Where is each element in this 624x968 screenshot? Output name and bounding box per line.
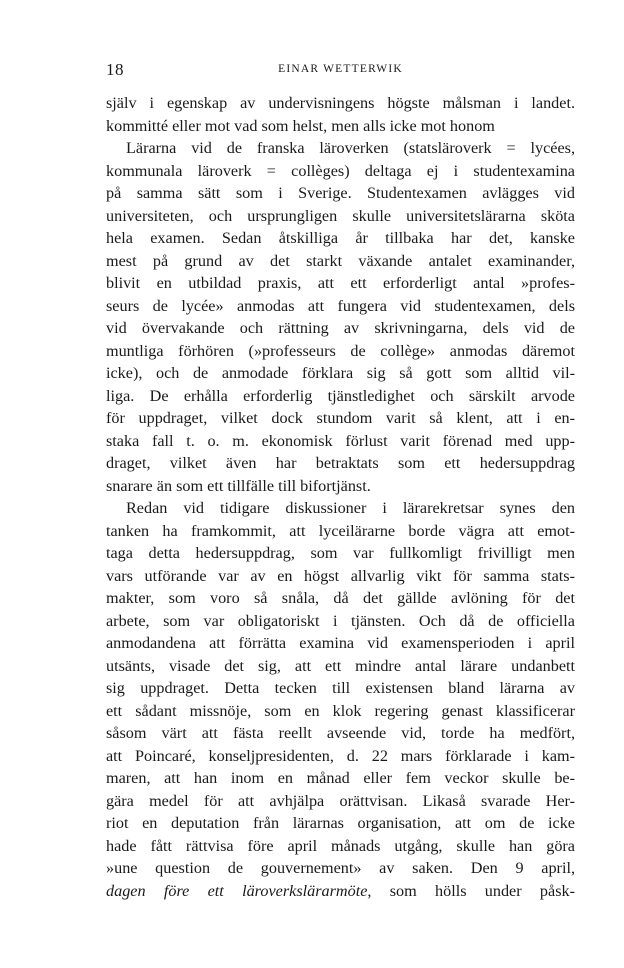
text-line: universiteten, och ursprungligen skulle universitetslärarna sköta bbox=[106, 206, 575, 225]
text-line: snarare än som ett tillfälle till bifortjänst. bbox=[106, 476, 371, 495]
text-line: själv i egenskap av undervisningens högste målsman i landet. bbox=[106, 94, 575, 112]
paragraph bbox=[106, 92, 575, 137]
text-line: ett sådant missnöje, som en klok regering genast klassificerar bbox=[106, 701, 575, 720]
text-line: mest på grund av det starkt växande antalet examinander, bbox=[106, 251, 575, 270]
paragraph bbox=[106, 497, 575, 902]
text-line: draget, vilket även har betraktats som ett hedersuppdrag bbox=[106, 454, 575, 472]
text-line: kommitté eller mot vad som helst, men alls icke mot honom bbox=[106, 116, 495, 135]
paragraph bbox=[106, 137, 575, 497]
text-line: såsom värt att fästa reellt avseende vid, torde ha medfört, bbox=[106, 724, 575, 742]
text-line: maren, att han inom en månad eller fem veckor skulle be- bbox=[106, 769, 575, 787]
text-line: för uppdraget, vilket dock stundom varit så klent, att i en- bbox=[106, 409, 575, 427]
text-line: icke), och de anmodade förklara sig så gott som alltid vil- bbox=[106, 364, 575, 382]
text-line: makter, som voro så snåla, då det gällde avlöning för det bbox=[106, 589, 575, 607]
text-line: arbete, som var obligatoriskt i tjänsten. Och då de officiella bbox=[106, 611, 575, 630]
text-line: kommunala läroverk = collèges) deltaga ej i studentexamina bbox=[106, 161, 575, 180]
text-line: Lärarna vid de franska läroverken (statsläroverk = lycées, bbox=[126, 139, 575, 157]
text-line: seurs de lycée» anmodas att fungera vid studentexamen, dels bbox=[106, 296, 575, 315]
text-line: riot en deputation från lärarnas organisation, att om de icke bbox=[106, 814, 575, 832]
text-line: hela examen. Sedan åtskilliga år tillbaka har det, kanske bbox=[106, 229, 575, 247]
body-text bbox=[106, 92, 575, 902]
text-line: liga. De erhålla erforderlig tjänstledighet och särskilt arvode bbox=[106, 386, 575, 405]
italic-text: dagen före ett läroverkslärarmöte, bbox=[106, 881, 372, 900]
line-text: som hölls under påsk- bbox=[371, 881, 575, 900]
text-line bbox=[106, 880, 575, 903]
text-line: Redan vid tidigare diskussioner i lärarekretsar synes den bbox=[126, 499, 575, 517]
text-line: på samma sätt som i Sverige. Studentexamen avlägges vid bbox=[106, 184, 575, 202]
text-line: sig uppdraget. Detta tecken till existensen bland lärarna av bbox=[106, 679, 575, 697]
text-line: staka fall t. o. m. ekonomisk förlust varit förenad med upp- bbox=[106, 431, 575, 450]
text-line: muntliga förhören (»professeurs de collège» anmodas däremot bbox=[106, 341, 575, 360]
text-line: vars utförande var av en högst allvarlig vikt för samma stats- bbox=[106, 566, 575, 585]
text-line: tanken ha framkommit, att lyceilärarne borde vägra att emot- bbox=[106, 521, 575, 540]
page-number: 18 bbox=[106, 60, 124, 79]
text-line: blivit en utbildad praxis, att ett erforderligt antal »profes- bbox=[106, 274, 575, 292]
text-line: taga detta hedersuppdrag, som var fullkomligt frivilligt men bbox=[106, 544, 575, 562]
running-head: EINAR WETTERWIK bbox=[278, 63, 403, 75]
text-line: anmodandena att förrätta examina vid examensperioden i april bbox=[106, 634, 575, 652]
text-line: vid övervakande och rättning av skrivningarna, dels vid de bbox=[106, 319, 575, 337]
text-line: hade fått rättvisa före april månads utgång, skulle han göra bbox=[106, 836, 575, 855]
page-header bbox=[106, 60, 575, 80]
text-line: att Poincaré, konseljpresidenten, d. 22 mars förklarade i kam- bbox=[106, 746, 575, 765]
text-line: »une question de gouvernement» av saken. Den 9 april, bbox=[106, 859, 575, 877]
text-line: utsänts, visade det sig, att ett mindre antal lärare undanbett bbox=[106, 656, 575, 675]
text-line: gära medel för att avhjälpa orättvisan. Likaså svarade Her- bbox=[106, 791, 575, 810]
